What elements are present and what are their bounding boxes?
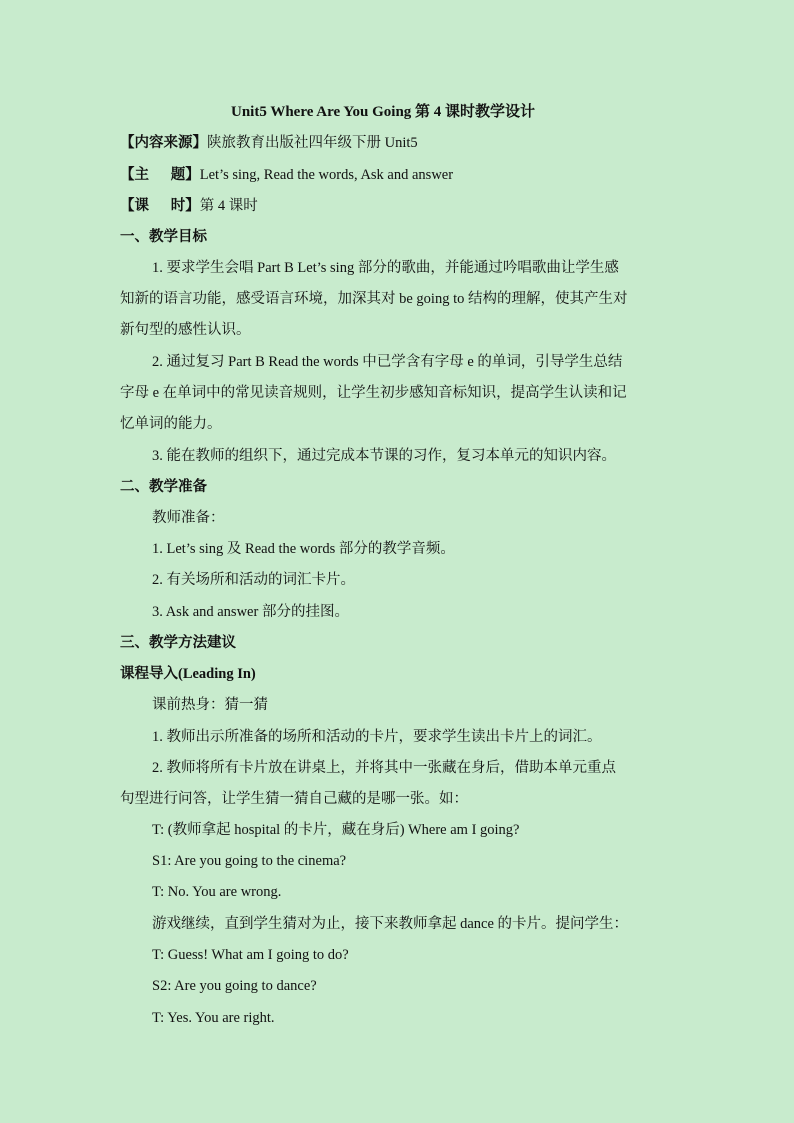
dialog-line-2: S1: Are you going to the cinema? — [152, 853, 347, 869]
preparation-item-1: 1. Let’s sing 及 Read the words 部分的教学音频。 — [152, 541, 455, 557]
dialog-line-4: 游戏继续，直到学生猜对为止，接下来教师拿起 dance 的卡片。提问学生： — [152, 916, 629, 932]
section-heading-objectives: 一、教学目标 — [120, 229, 207, 245]
meta-source-label: 【内容来源】 — [120, 135, 207, 151]
meta-period-label: 【课 时】 — [120, 198, 200, 214]
meta-topic — [120, 165, 453, 185]
section-heading-methods: 三、教学方法建议 — [120, 635, 236, 651]
preparation-item-3: 3. Ask and answer 部分的挂图。 — [152, 604, 349, 620]
subsection-leading-in: 课程导入(Leading In) — [120, 666, 256, 682]
objective-2-line-3: 忆单词的能力。 — [120, 416, 222, 432]
preparation-intro: 教师准备： — [152, 510, 225, 526]
objective-1-line-2: 知新的语言功能，感受语言环境，加深其对 be going to 结构的理解，使其产生对 — [120, 291, 628, 307]
meta-period-value: 第 4 课时 — [199, 198, 258, 214]
objective-1-line-3: 新句型的感性认识。 — [120, 322, 251, 338]
dialog-line-7: T: Yes. You are right. — [152, 1010, 275, 1026]
meta-source-value: 陕旅教育出版社四年级下册 Unit5 — [207, 135, 418, 151]
preparation-item-2: 2. 有关场所和活动的词汇卡片。 — [152, 572, 355, 588]
dialog-line-3: T: No. You are wrong. — [152, 884, 282, 900]
dialog-line-6: S2: Are you going to dance? — [152, 978, 317, 994]
dialog-line-1: T: (教师拿起 hospital 的卡片，藏在身后) Where am I going? — [152, 822, 520, 838]
meta-source — [120, 133, 418, 153]
step-2-line-2: 句型进行问答，让学生猜一猜自己藏的是哪一张。如： — [120, 791, 468, 807]
step-1: 1. 教师出示所准备的场所和活动的卡片，要求学生读出卡片上的词汇。 — [152, 729, 602, 745]
section-heading-preparation: 二、教学准备 — [120, 479, 207, 495]
objective-3: 3. 能在教师的组织下，通过完成本节课的习作，复习本单元的知识内容。 — [152, 448, 616, 464]
dialog-line-5: T: Guess! What am I going to do? — [152, 947, 349, 963]
objective-2-line-2: 字母 e 在单词中的常见读音规则，让学生初步感知音标知识，提高学生认读和记 — [120, 385, 627, 401]
document-title: Unit5 Where Are You Going 第 4 课时教学设计 — [231, 104, 536, 120]
meta-topic-value: Let’s sing, Read the words, Ask and answer — [199, 167, 454, 183]
step-2-line-1: 2. 教师将所有卡片放在讲桌上，并将其中一张藏在身后，借助本单元重点 — [152, 760, 616, 776]
warm-up-title: 课前热身：猜一猜 — [152, 697, 268, 713]
objective-2-line-1: 2. 通过复习 Part B Read the words 中已学含有字母 e 的单词，引导学生总结 — [152, 354, 623, 370]
meta-period — [120, 196, 258, 216]
meta-topic-label: 【主 题】 — [120, 167, 200, 183]
objective-1-line-1: 1. 要求学生会唱 Part B Let’s sing 部分的歌曲，并能通过吟唱歌曲让学生感 — [152, 260, 619, 276]
